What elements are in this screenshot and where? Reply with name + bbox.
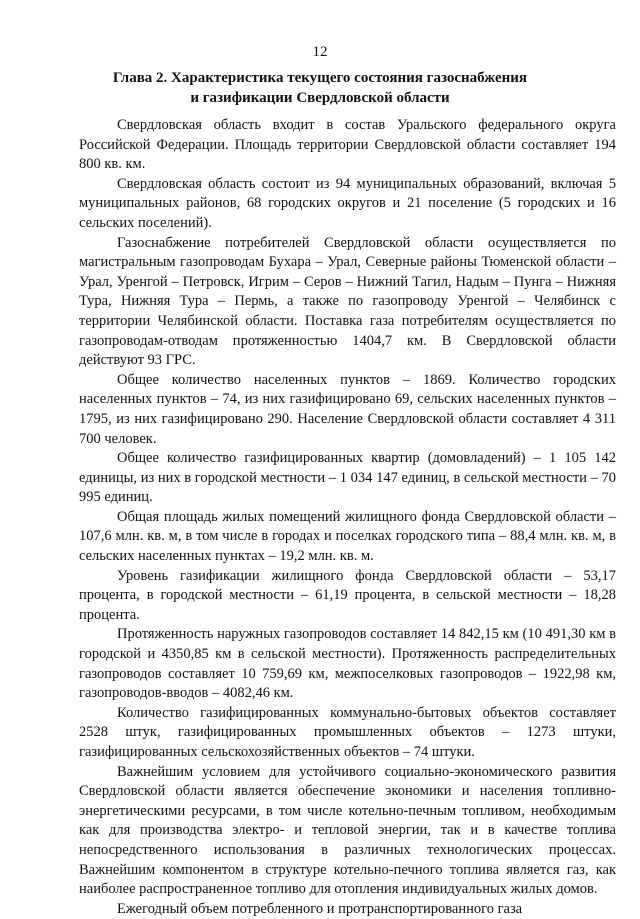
- paragraph-gasified-objects: Количество газифицированных коммунально-бытовых объектов составляет 2528 штук, газифицированных промышленных объектов – 1273 штуки, газифицированных сельскохозяйственных объектов – 74 штуки.: [79, 704, 616, 760]
- chapter-title-line-2: и газификации Свердловской области: [190, 90, 450, 106]
- paragraph-gas-supply: Газоснабжение потребителей Свердловской области осуществляется по магистральным газопроводам Бухара – Урал, Северные районы Тюменской области – Урал, Уренгой – Петровск, Игрим – Серов – Нижний Тагил, Надым – Пунга – Нижняя Тура, Нижняя Тура – Пермь, а также по газопроводу Уренгой – Челябинск с территории Челябинской области. Поставка газа потребителям осуществляется по газопроводам-отводам протяженностью 1404,7 км. В Свердловской области действуют 93 ГРС.: [79, 234, 616, 369]
- paragraph-pipeline-length: Протяженность наружных газопроводов составляет 14 842,15 км (10 491,30 км в городской и 4350,85 км в сельской местности). Протяженность распределительных газопроводов составляет 10 759,69 км, межпоселковых газопроводов – 1922,98 км, газопроводов-вводов – 4082,46 км.: [79, 626, 616, 702]
- chapter-title-line-1: Глава 2. Характеристика текущего состояния газоснабжения: [112, 70, 528, 86]
- paragraph-apartments: Общее количество газифицированных квартир (домовладений) – 1 105 142 единицы, из них в городской местности – 1 034 147 единиц, в сельской местности – 70 995 единиц.: [79, 450, 616, 506]
- paragraph-settlements: Общее количество населенных пунктов – 1869. Количество городских населенных пунктов – 74, из них газифицировано 69, сельских населенных пунктов – 1795, из них газифицировано 290. Население Свердловской области составляет 4 311 700 человек.: [79, 371, 616, 447]
- chapter-title: [80, 68, 560, 108]
- paragraph-gasification-level: Уровень газификации жилищного фонда Свердловской области – 53,17 процента, в городской местности – 61,19 процента, в сельской местности – 18,28 процента.: [79, 567, 616, 623]
- paragraph-territory: Свердловская область входит в состав Уральского федерального округа Российской Федерации. Площадь территории Свердловской области составляет 194 800 кв. км.: [79, 117, 616, 173]
- paragraph-fuel-resources: Важнейшим условием для устойчивого социально-экономического развития Свердловской области является обеспечение экономики и населения топливно-энергетическими ресурсами, в том числе котельно-печным топливом, необходимым как для производства электро- и тепловой энергии, так и в качестве топлива непосредственного использования в различных технологических процессах. Важнейшим компонентом в структуре котельно-печного топлива является газ, как наиболее распространенное топливо для отопления индивидуальных жилых домов.: [79, 763, 616, 898]
- page-number: 12: [312, 44, 328, 60]
- body-text: [79, 116, 616, 919]
- paragraph-municipalities: Свердловская область состоит из 94 муниципальных образований, включая 5 муниципальных районов, 68 городских округов и 21 поселение (5 городских и 16 сельских поселений).: [79, 175, 616, 231]
- paragraph-annual-volume: Ежегодный объем потребленного и протранспортированного газа: [117, 900, 523, 917]
- paragraph-housing-area: Общая площадь жилых помещений жилищного фонда Свердловской области – 107,6 млн. кв. м, в том числе в городах и поселках городского типа – 88,4 млн. кв. м, в сельских населенных пунктах – 19,2 млн. кв. м.: [79, 508, 616, 565]
